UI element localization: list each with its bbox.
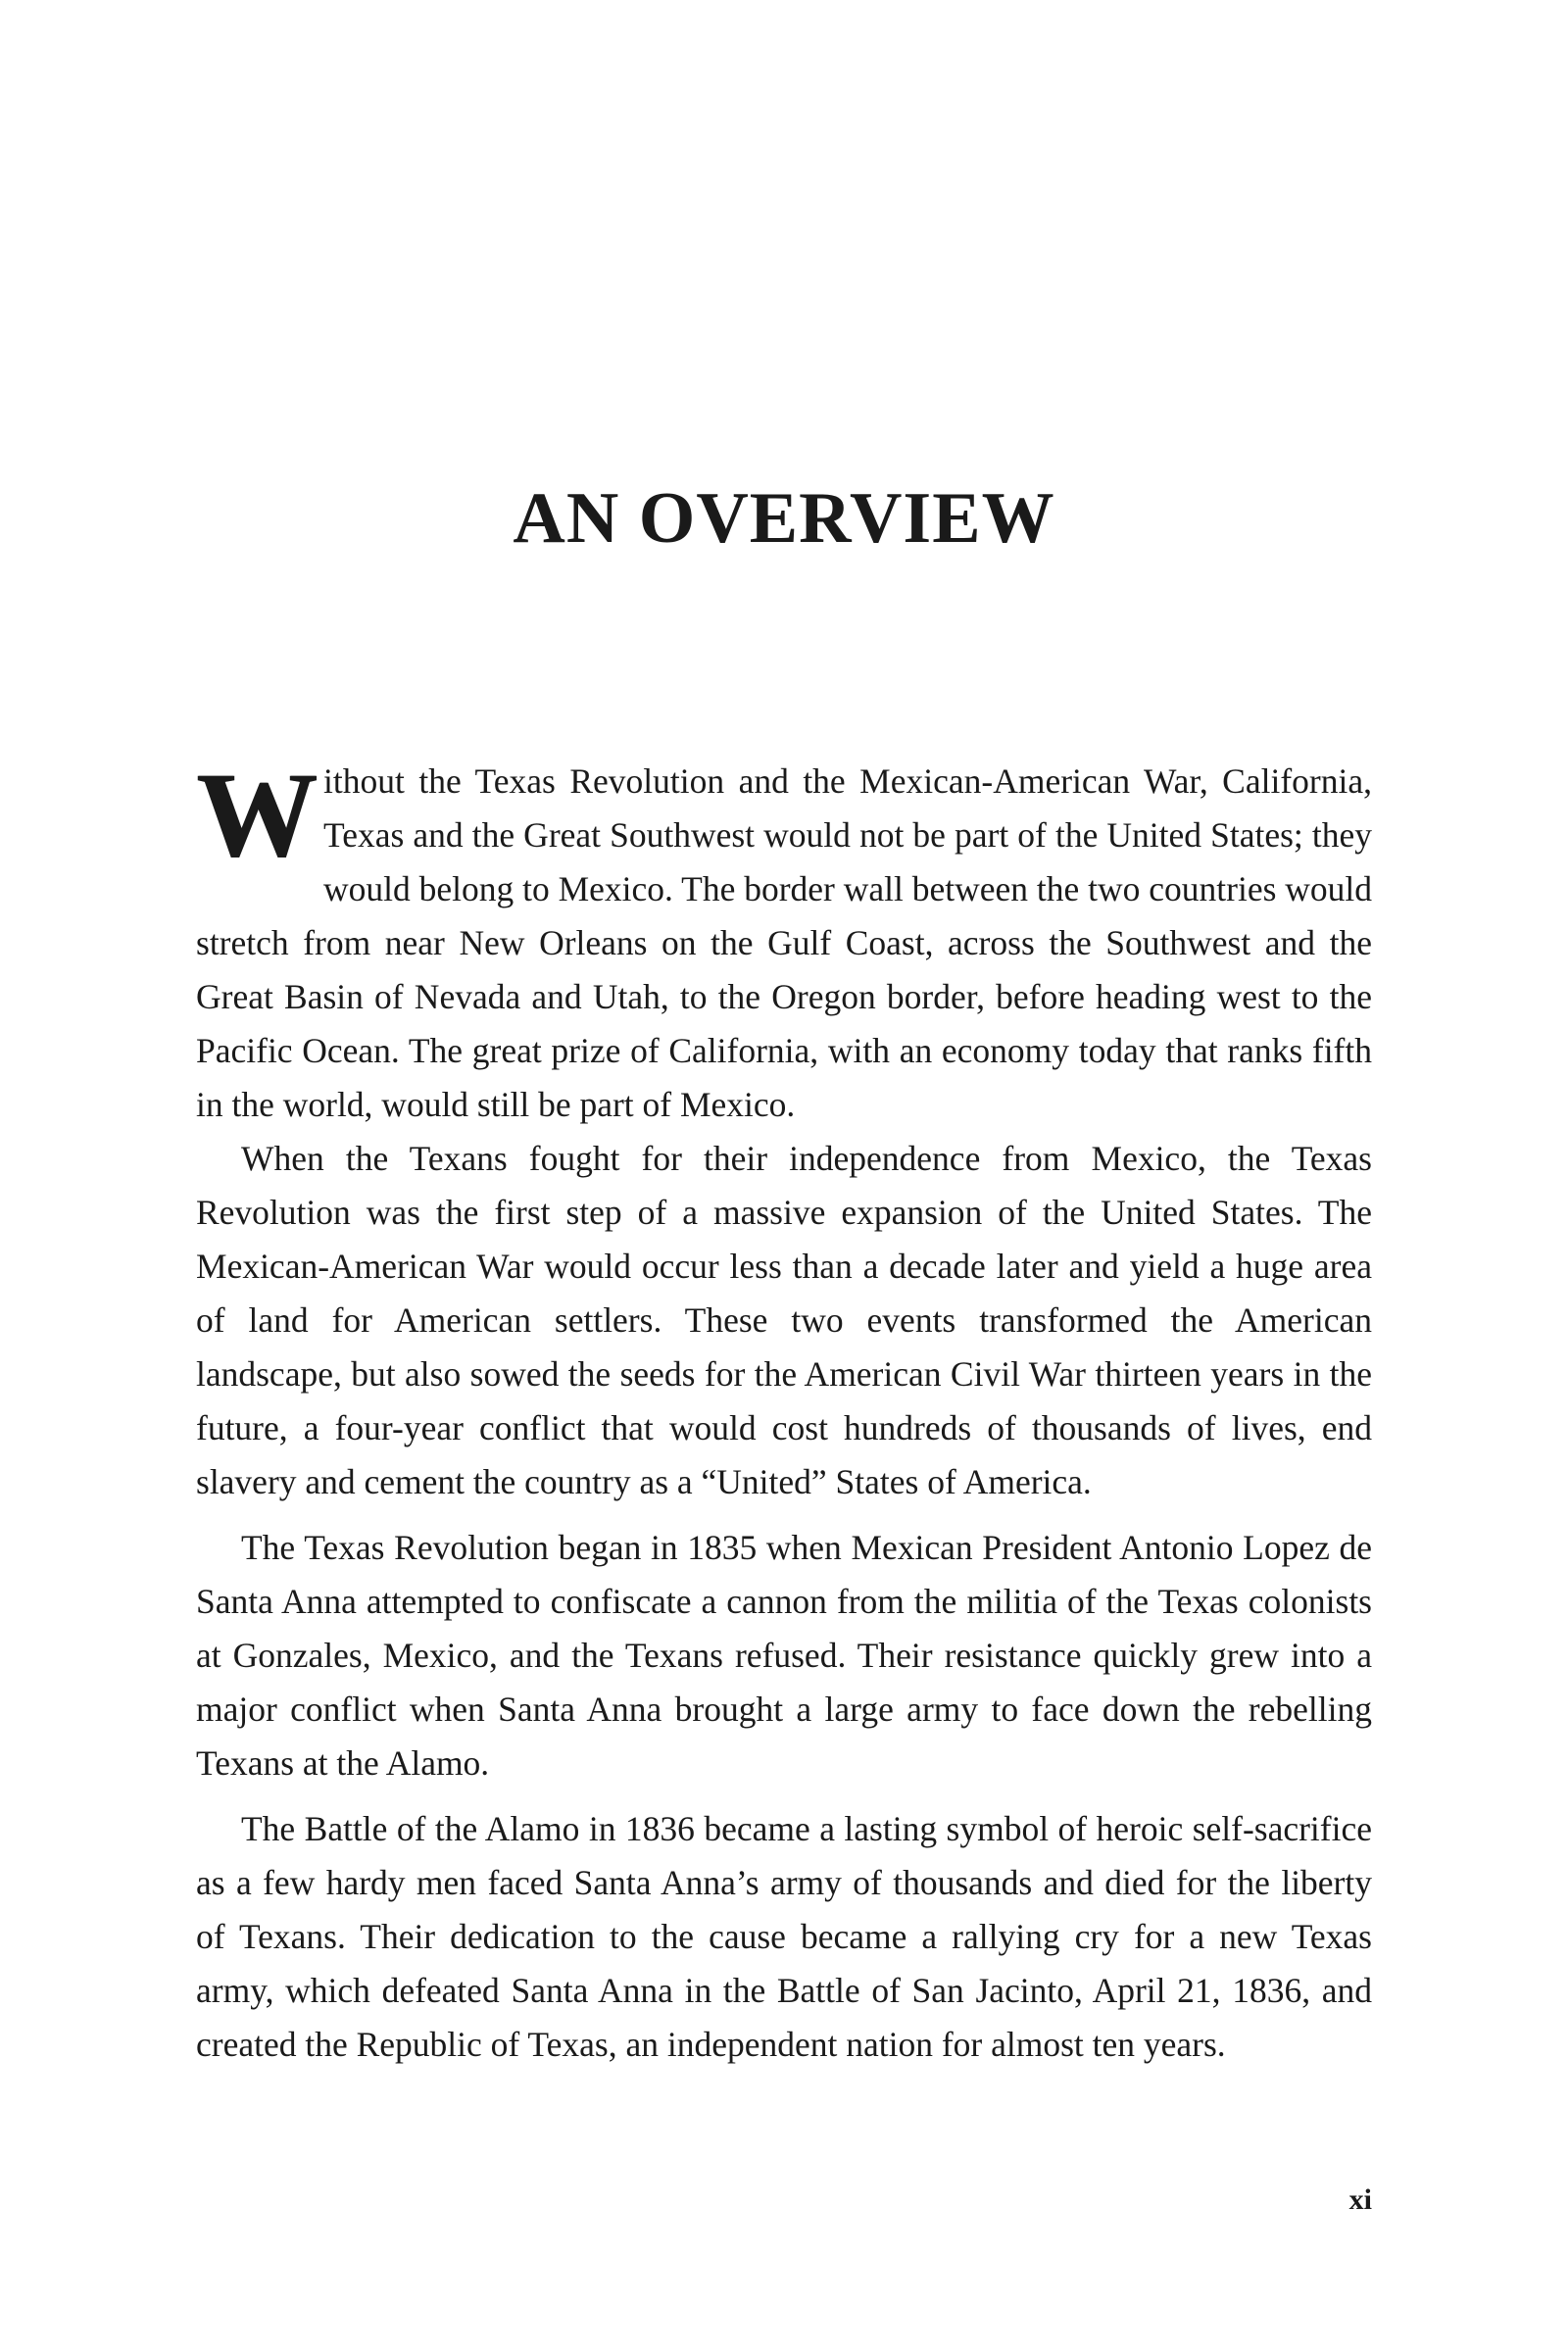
page-number: xi — [1348, 2183, 1372, 2216]
paragraph-4: The Battle of the Alamo in 1836 became a lasting symbol of heroic self-sacrifice as a few hardy men faced Santa Anna’s army of thousands and died for the liberty of Texans. Their dedication to the cause became a rallying cry for a new Texas army, which defeated Santa Anna in the Battle of San Jacinto, April 21, 1836, and created the Republic of Texas, an independent nation for almost ten years. — [196, 1809, 1372, 2064]
paragraph-2: When the Texans fought for their independence from Mexico, the Texas Revolution was the first step of a massive expansion of the United States. The Mexican-American War would occur less than a decade later and yield a huge area of land for American settlers. These two events transformed the American landscape, but also sowed the seeds for the American Civil War thirteen years in the future, a four-year conflict that would cost hundreds of thousands of lives, end slavery and cement the country as a “United” States of America. — [196, 1139, 1372, 1501]
page-title: AN OVERVIEW — [513, 478, 1055, 559]
body-text — [196, 748, 1373, 2072]
drop-cap: W — [196, 748, 318, 882]
paragraph-3: The Texas Revolution began in 1835 when Mexican President Antonio Lopez de Santa Anna attempted to confiscate a cannon from the militia of the Texas colonists at Gonzales, Mexico, and the Texans refused. Their resistance quickly grew into a major conflict when Santa Anna brought a large army to face down the rebelling Texans at the Alamo. — [196, 1528, 1372, 1783]
paragraph-1-text: ithout the Texas Revolution and the Mexican-American War, California, Texas and the Great Southwest would not be part of the United States; they would belong to Mexico. The border wall between the two countries would stretch from near New Orleans on the Gulf Coast, across the Southwest and the Great Basin of Nevada and Utah, to the Oregon border, before heading west to the Pacific Ocean. The great prize of California, with an economy today that ranks fifth in the world, would still be part of Mexico. — [196, 761, 1373, 1124]
paragraph-1 — [196, 748, 1373, 1132]
